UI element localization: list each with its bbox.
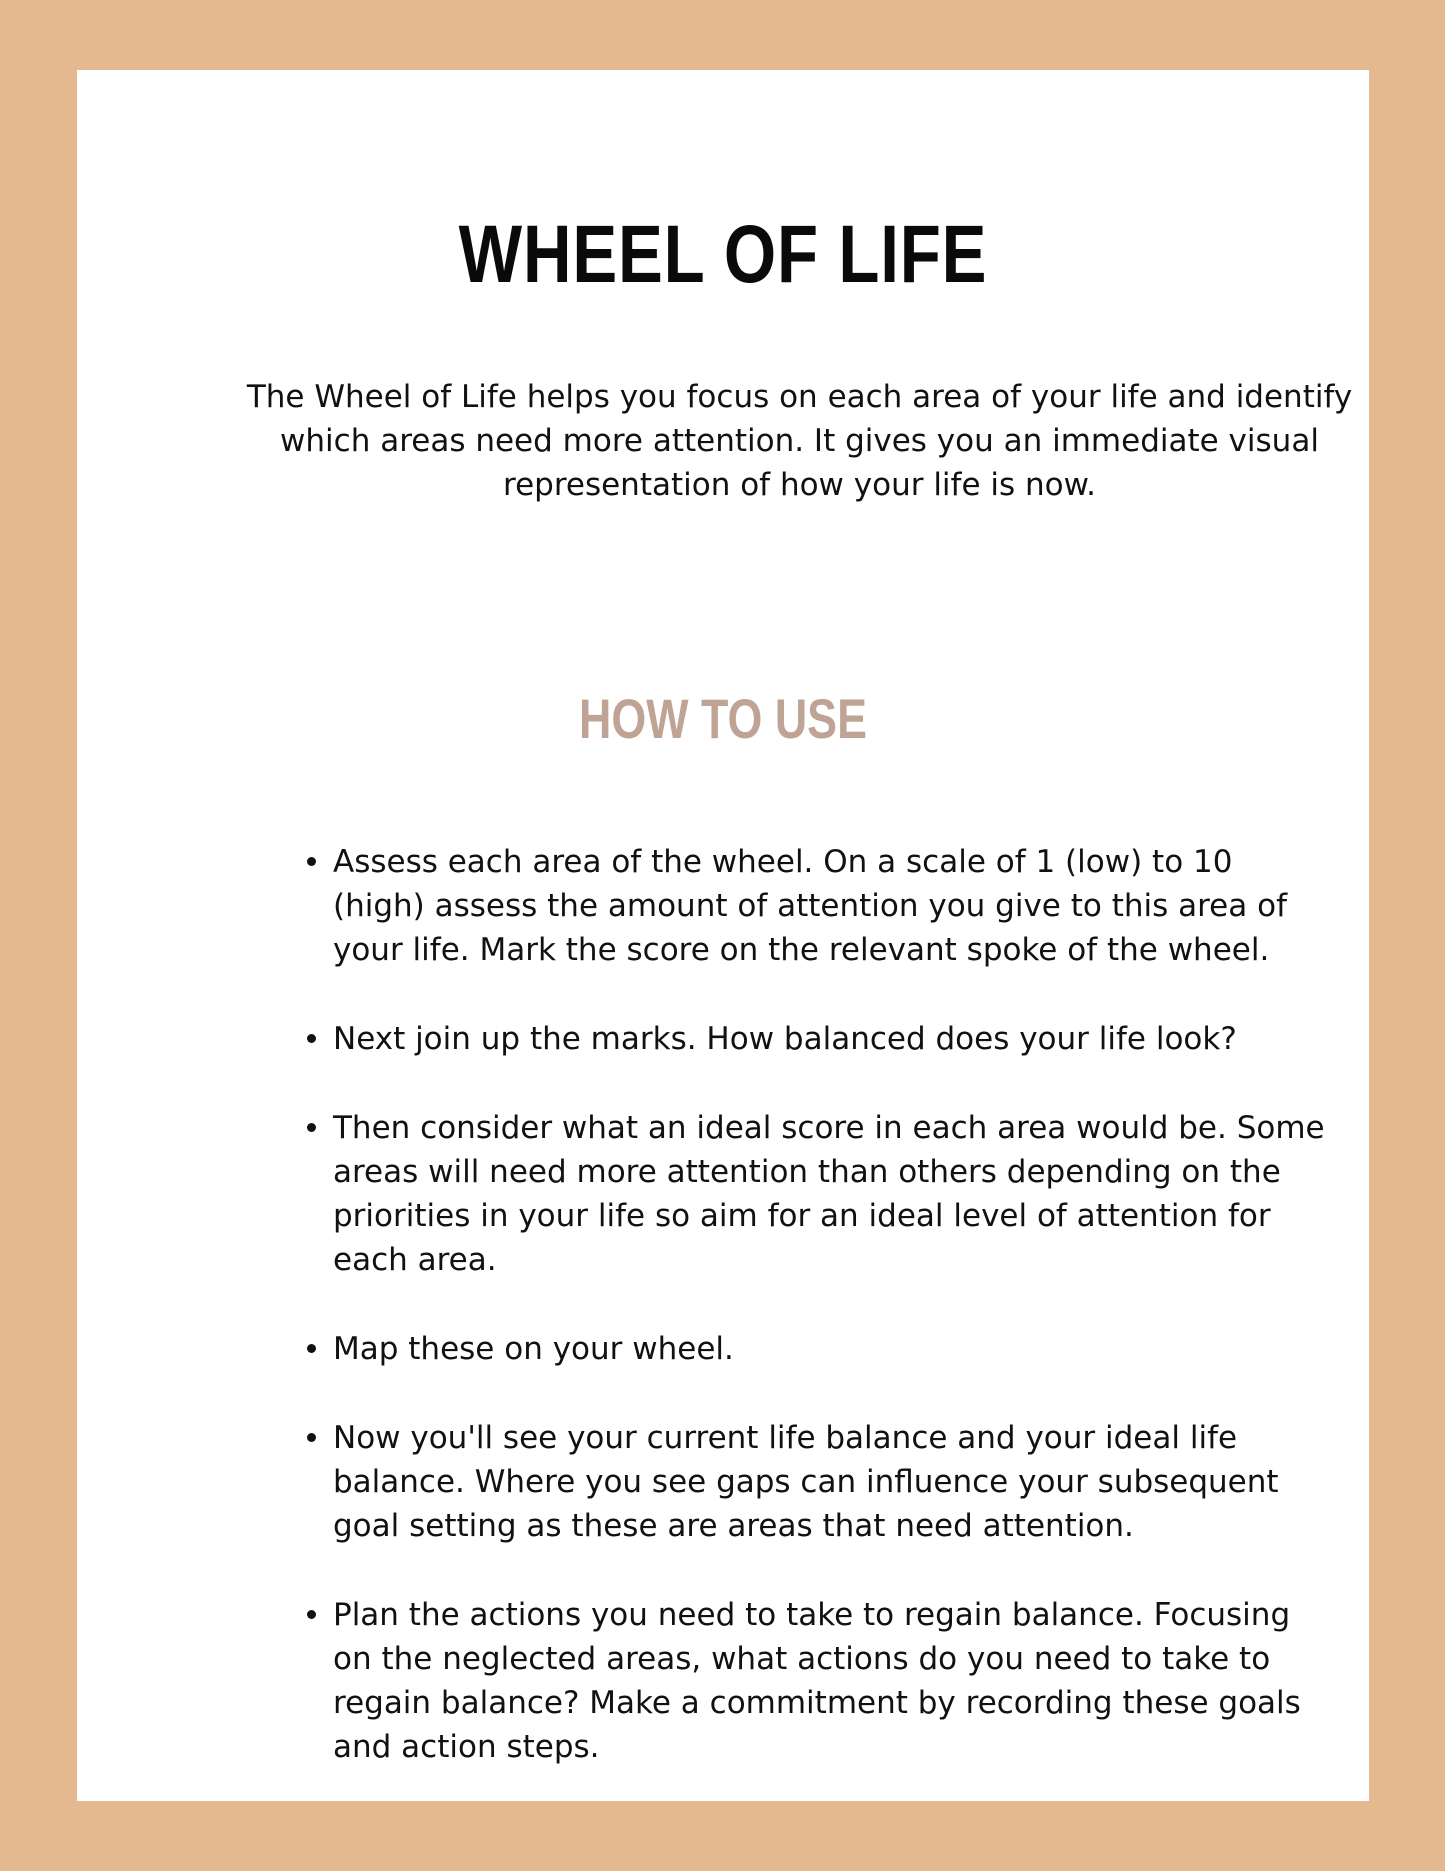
list-item-text: Plan the actions you need to take to regain balance. Focusing on the neglected areas, what actions do you need to take to regain balance? Make a commitment by recording these goals and action steps. <box>333 1597 1301 1765</box>
bullet-dot-icon <box>307 1610 316 1619</box>
list-item-text: Next join up the marks. How balanced does your life look? <box>333 1021 1237 1057</box>
instruction-list <box>333 840 1333 1814</box>
list-item <box>333 1106 1333 1282</box>
list-item <box>333 1017 1333 1061</box>
section-title-how-to-use: HOW TO USE <box>579 687 867 750</box>
list-item <box>333 1416 1333 1548</box>
list-item <box>333 840 1333 972</box>
bullet-dot-icon <box>307 1123 316 1132</box>
bullet-dot-icon <box>307 1344 316 1353</box>
list-item <box>333 1327 1333 1371</box>
list-item-text: Then consider what an ideal score in each area would be. Some areas will need more attention than others depending on the priorities in your life so aim for an ideal level of attention for each area. <box>333 1110 1325 1278</box>
bullet-dot-icon <box>307 857 316 866</box>
list-item-text: Map these on your wheel. <box>333 1331 734 1367</box>
bullet-dot-icon <box>307 1034 316 1043</box>
list-item-text: Now you'll see your current life balance and your ideal life balance. Where you see gaps can influence your subsequent goal setting as these are areas that need attention. <box>333 1420 1279 1544</box>
list-item-text: Assess each area of the wheel. On a scale of 1 (low) to 10 (high) assess the amount of attention you give to this area of your life. Mark the score on the relevant spoke of the wheel. <box>333 844 1287 968</box>
document-sheet <box>77 70 1369 1801</box>
page-title: WHEEL OF LIFE <box>458 209 988 300</box>
list-item <box>333 1593 1333 1769</box>
intro-paragraph: The Wheel of Life helps you focus on each area of your life and identify which areas need more attention. It gives you an immediate visual representation of how your life is now. <box>246 379 1353 503</box>
bullet-dot-icon <box>307 1433 316 1442</box>
